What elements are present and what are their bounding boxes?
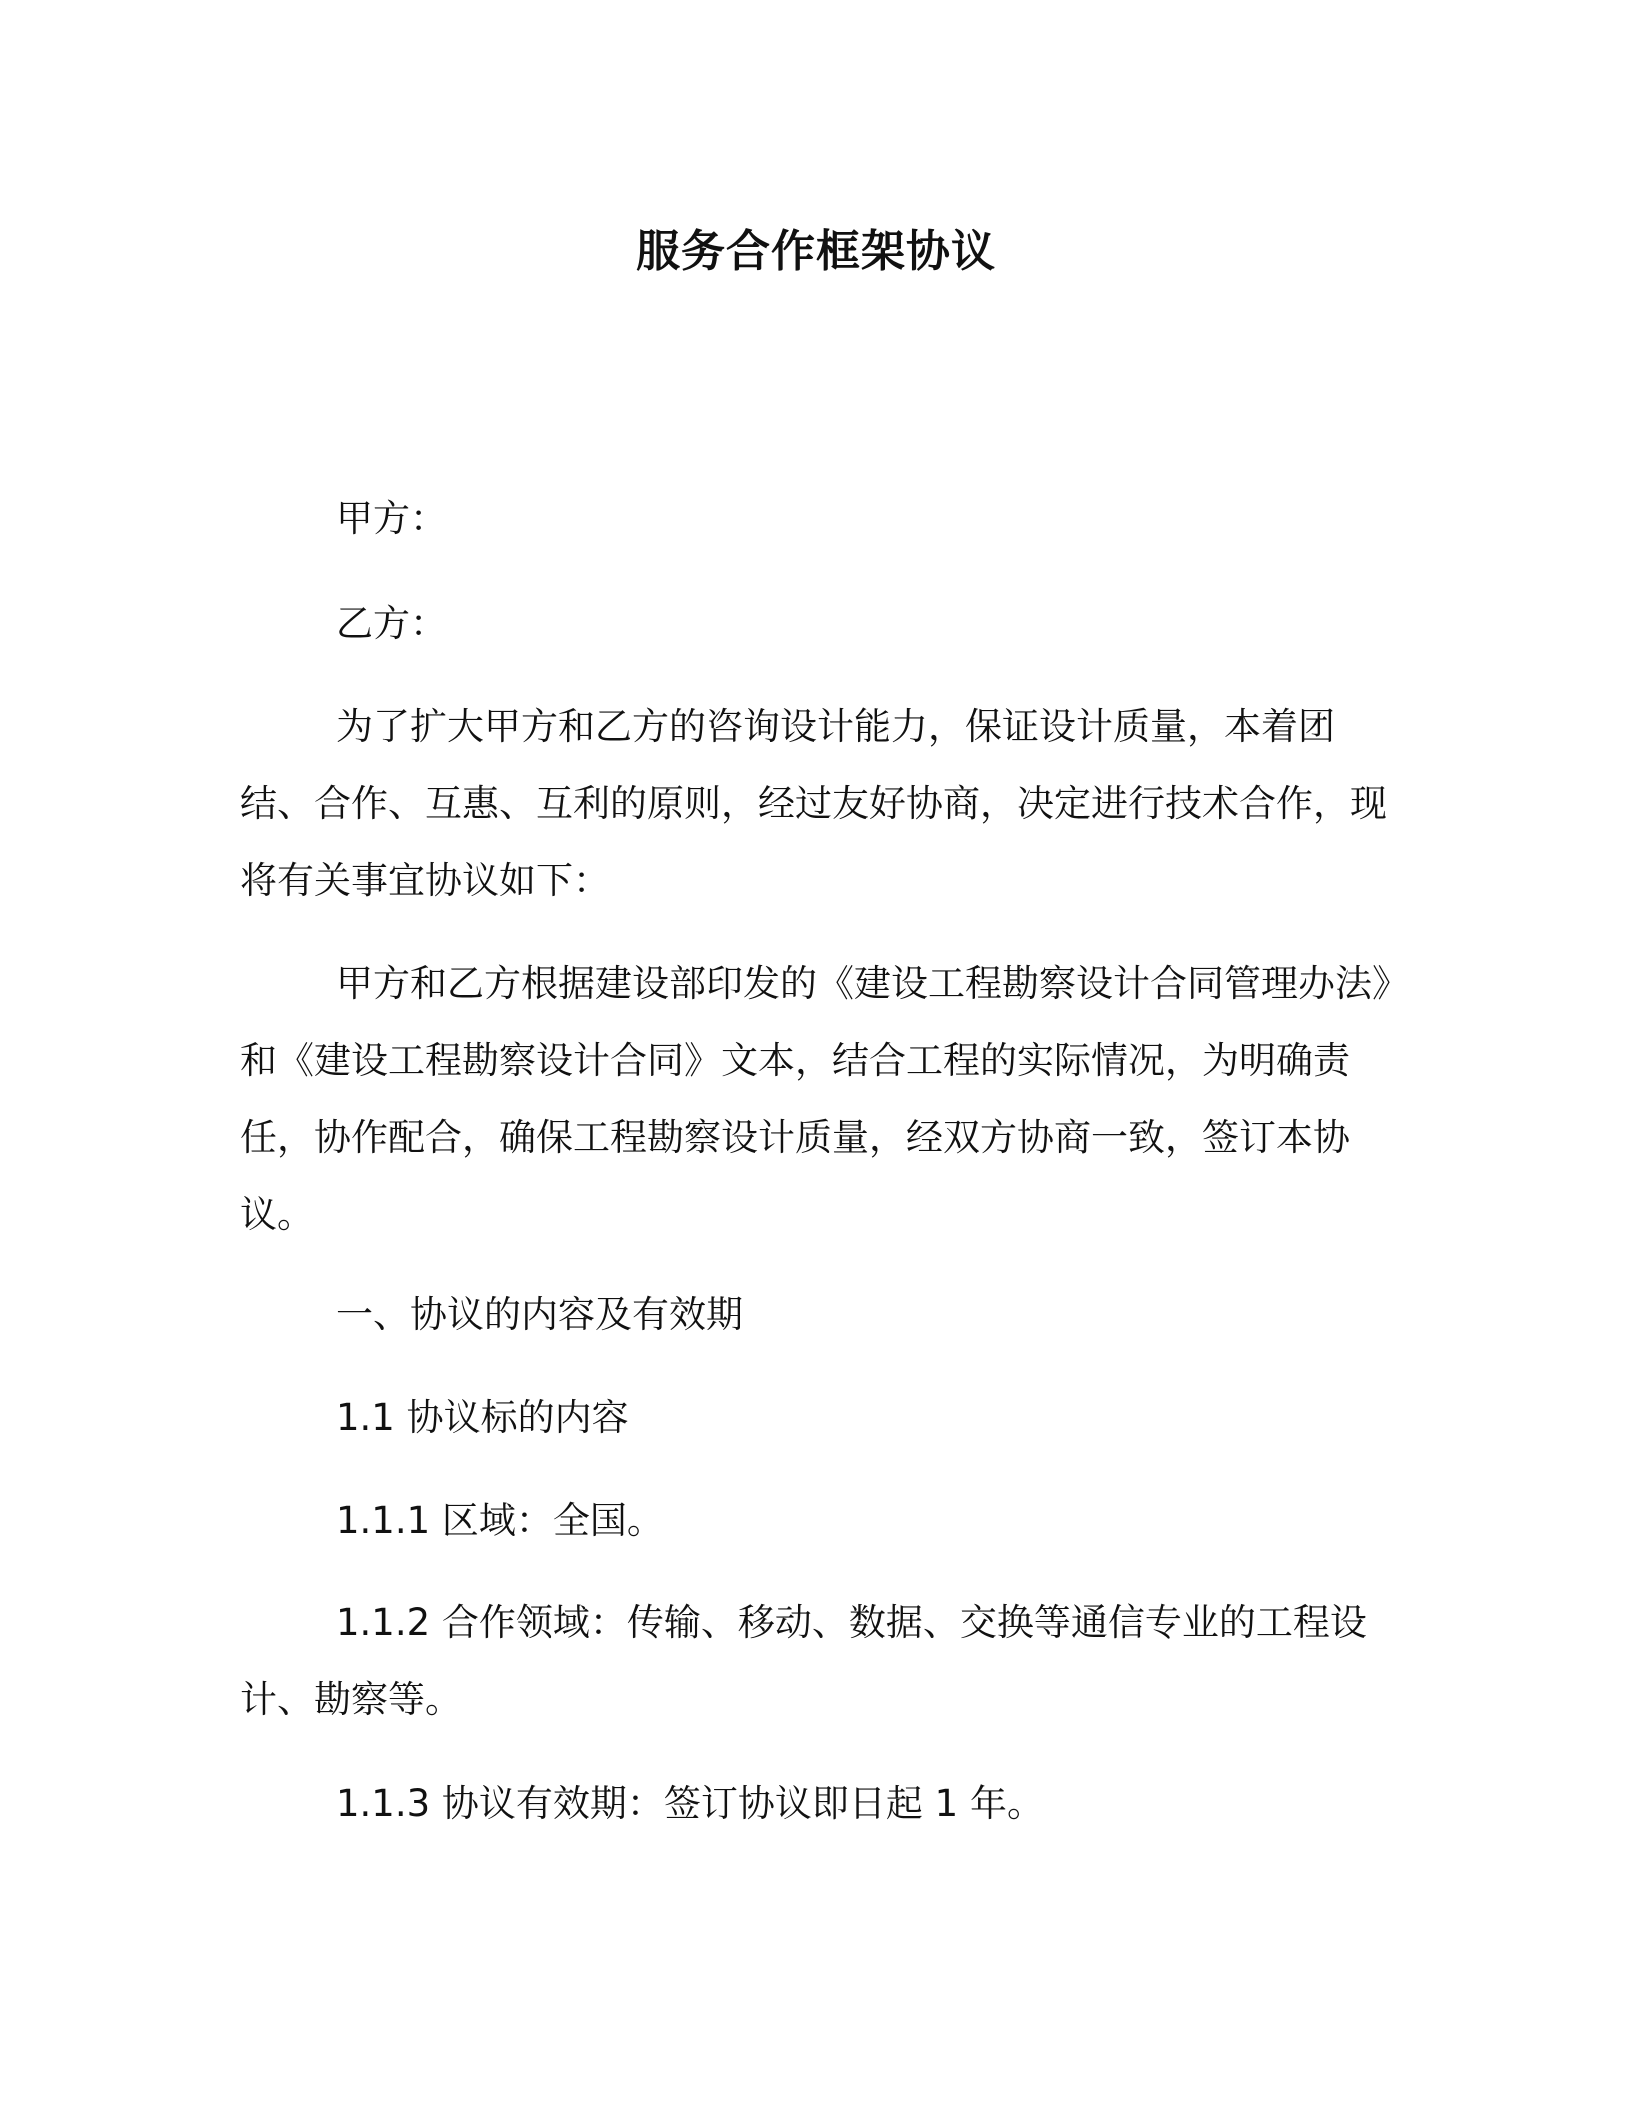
- clause-1-1: 1.1 协议标的内容: [336, 1396, 629, 1439]
- basis-paragraph: 甲方和乙方根据建设部印发的《建设工程勘察设计合同管理办法》和《建设工程勘察设计合同》文本，结合工程的实际情况，为明确责任，协作配合，确保工程勘察设计质量，经双方协商一致，签订本协议。: [240, 962, 1391, 1236]
- party-a-label: 甲方：: [336, 497, 447, 540]
- clause-1-1-1: 1.1.1 区域：全国。: [336, 1499, 664, 1542]
- party-b-label: 乙方：: [336, 602, 447, 645]
- clause-1-1-2: 1.1.2 合作领域：传输、移动、数据、交换等通信专业的工程设计、勘察等。: [240, 1601, 1367, 1721]
- clause-1-1-3: 1.1.3 协议有效期：签订协议即日起 1 年。: [336, 1782, 1044, 1825]
- section-heading-1: 一、协议的内容及有效期: [336, 1293, 743, 1336]
- document-title: 服务合作框架协议: [636, 226, 996, 277]
- intro-paragraph: 为了扩大甲方和乙方的咨询设计能力，保证设计质量，本着团结、合作、互惠、互利的原则，经过友好协商，决定进行技术合作，现将有关事宜协议如下：: [240, 705, 1387, 902]
